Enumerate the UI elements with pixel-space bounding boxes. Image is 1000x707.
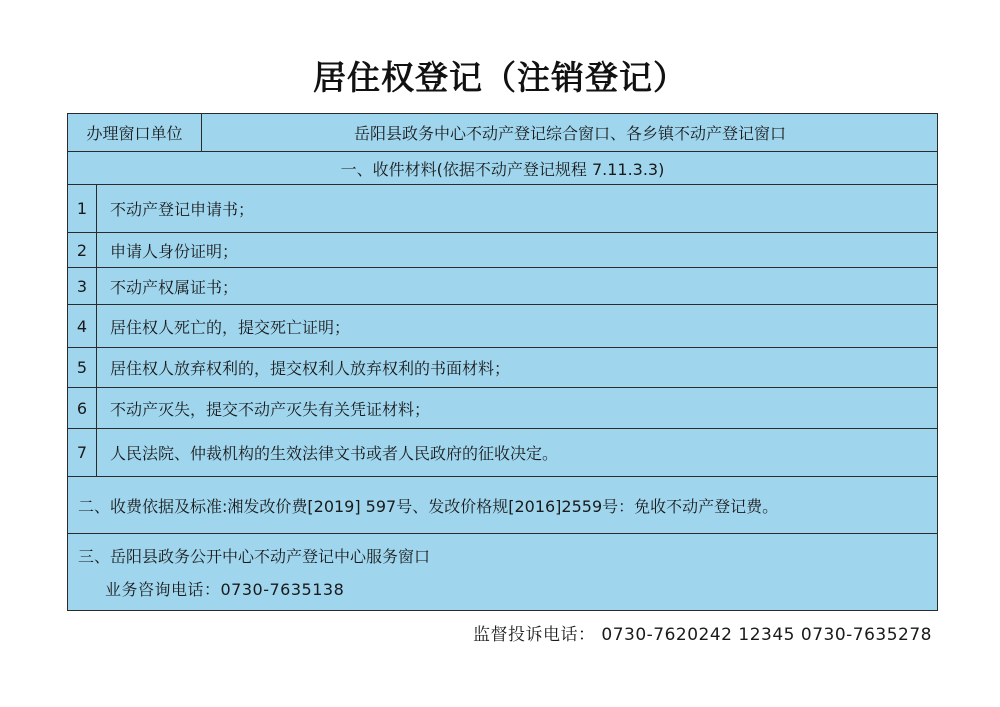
item-text: 不动产登记申请书；	[110, 200, 255, 219]
item-number: 2	[68, 233, 97, 267]
fees-text: 二、收费依据及标准:湘发改价费[2019] 597号、发改价格规[2016]2559号：免收不动产登记费。	[78, 496, 779, 516]
item-text: 申请人身份证明；	[110, 241, 239, 261]
office-row	[68, 114, 937, 152]
material-item-row	[68, 388, 937, 429]
service-phone: 业务咨询电话：0730-7635138	[105, 579, 345, 599]
item-text: 居住权人死亡的，提交死亡证明；	[110, 317, 351, 337]
service-row	[68, 534, 937, 609]
item-text: 人民法院、仲裁机构的生效法律文书或者人民政府的征收决定。	[110, 444, 559, 463]
material-item-row	[68, 348, 937, 388]
item-text: 居住权人放弃权利的，提交权利人放弃权利的书面材料；	[110, 359, 511, 378]
item-number: 3	[68, 268, 97, 304]
fees-row	[68, 477, 937, 534]
material-item-row	[68, 429, 937, 477]
service-window: 三、岳阳县政务公开中心不动产登记中心服务窗口	[78, 546, 431, 566]
item-number: 7	[68, 429, 97, 476]
registration-info-table	[67, 113, 938, 611]
material-item-row	[68, 268, 937, 305]
item-number: 5	[68, 348, 97, 387]
item-number: 1	[68, 185, 97, 232]
service-info	[78, 534, 927, 609]
office-value: 岳阳县政务中心不动产登记综合窗口、各乡镇不动产登记窗口	[353, 124, 786, 143]
item-number: 6	[68, 388, 97, 428]
materials-heading-row	[68, 152, 937, 185]
item-number: 4	[68, 305, 97, 347]
material-item-row	[68, 305, 937, 348]
supervision-phone: 监督投诉电话： 0730-7620242 12345 0730-7635278	[472, 625, 932, 645]
materials-heading: 一、收件材料(依据不动产登记规程 7.11.3.3)	[340, 159, 665, 179]
office-label: 办理窗口单位	[68, 114, 202, 151]
material-item-row	[68, 233, 937, 268]
item-text: 不动产灭失，提交不动产灭失有关凭证材料；	[110, 399, 431, 419]
item-text: 不动产权属证书；	[110, 277, 239, 297]
page-title: 居住权登记（注销登记）	[313, 58, 687, 97]
material-item-row	[68, 185, 937, 233]
